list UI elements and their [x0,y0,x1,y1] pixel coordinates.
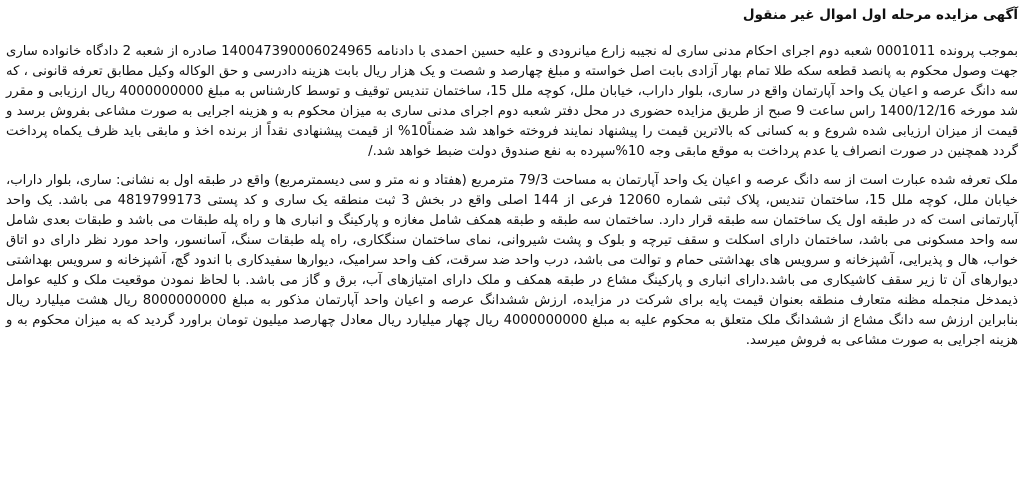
auction-notice [6,4,1018,361]
notice-paragraph-property-description: ملک تعرفه شده عبارت است از سه دانگ عرصه و اعیان یک واحد آپارتمان به مساحت 79/3 مترمربع (هفتاد و نه متر و سی دیسمترمربع) واقع در طبقه اول به نشانی: ساری، بلوار داراب، خیابان ملل، کوچه ملل 15، ساختمان تندیس، پلاک ثبتی شماره 12060 فرعی از 144 اصلی واقع در بخش 3 ثبت منطقه یک ساری و کد پستی 4819799173 می باشد. یک واحد آپارتمانی است که در طبقه اول یک ساختمان سه طبقه قرار دارد. ساختمان سه طبقه و طبقه همکف شامل مغازه و پارکینگ و انباری ها و راه پله طبقات می باشد و طبقات بعدی شامل سه واحد مسکونی می باشد، ساختمان دارای اسکلت و سقف تیرچه و بلوک و پشت شیروانی، نمای ساختمان سنگکاری، راه پله طبقات سنگ، آسانسور، واحد مورد نظر دارای دو اتاق خواب، هال و پذیرایی، آشپزخانه و سرویس های بهداشتی حمام و توالت می باشد، درب واحد ضد سرقت، کف واحد سرامیک، دیوارها سفیدکاری با اندود گچ، آشپزخانه و سرویس بهداشتی دیوارهای آن تا زیر سقف کاشیکاری می باشد.دارای انباری و پارکینگ مشاع در طبقه همکف و ملک دارای امتیازهای آب، برق و گاز می باشد. با لحاظ نمودن موقعیت ملک و کلیه عوامل ذیمدخل منجمله مظنه متعارف منطقه بعنوان قیمت پایه برای شرکت در مزایده، ارزش ششدانگ عرصه و اعیان واحد آپارتمان مذکور به مبلغ 8000000000 ریال هشت میلیارد ریال بنابراین ارزش سه دانگ مشاع از ششدانگ ملک متعلق به محکوم علیه به مبلغ 4000000000 ریال چهار میلیارد ریال معادل چهارصد میلیون تومان براورد گردید که به میزان محکوم به و هزینه اجرایی به صورت مشاعی به فروش میرسد. [6,173,1019,348]
notice-title: آگهی مزایده مرحله اول اموال غیر منقول [742,7,1018,23]
notice-paragraph-case-details: بموجب پرونده 0001011 شعبه دوم اجرای احکام مدنی ساری له نجیبه زارع میانرودی و علیه حسین احمدی با دادنامه 140047390006024965 صادره از شعبه 2 دادگاه خانواده ساری جهت وصول محکوم به پانصد قطعه سکه طلا تمام بهار آزادی بابت اصل خواسته و مبلغ چهارصد و شصت و یک هزار ریال بابت هزینه دادرسی و حق الوکاله وکیل مطابق تعرفه قانونی ، که سه دانگ عرصه و اعیان یک واحد آپارتمان واقع در ساری، بلوار داراب، خیابان ملل، کوچه ملل 15، ساختمان تندیس توقیف و توسط کارشناس به مبلغ 4000000000 ریال ارزیابی و مقرر شد مورخه 1400/12/16 راس ساعت 9 صبح از طریق مزایده حضوری در محل دفتر شعبه دوم اجرای مدنی ساری به میزان محکوم به و هزینه اجرایی به صورت مشاعی بفروش برسد و قیمت از میزان ارزیابی شده شروع و به کسانی که بالاترین قیمت را پیشنهاد نمایند فروخته خواهد شد ضمناً10% از قیمت پیشنهادی نقداً از برنده اخذ و مابقی باید ظرف یکماه پرداخت گردد همچنین در صورت انصراف یا عدم پرداخت به موقع مابقی وجه 10%سپرده به نفع صندوق دولت ضبط خواهد شد./ [6,44,1019,159]
